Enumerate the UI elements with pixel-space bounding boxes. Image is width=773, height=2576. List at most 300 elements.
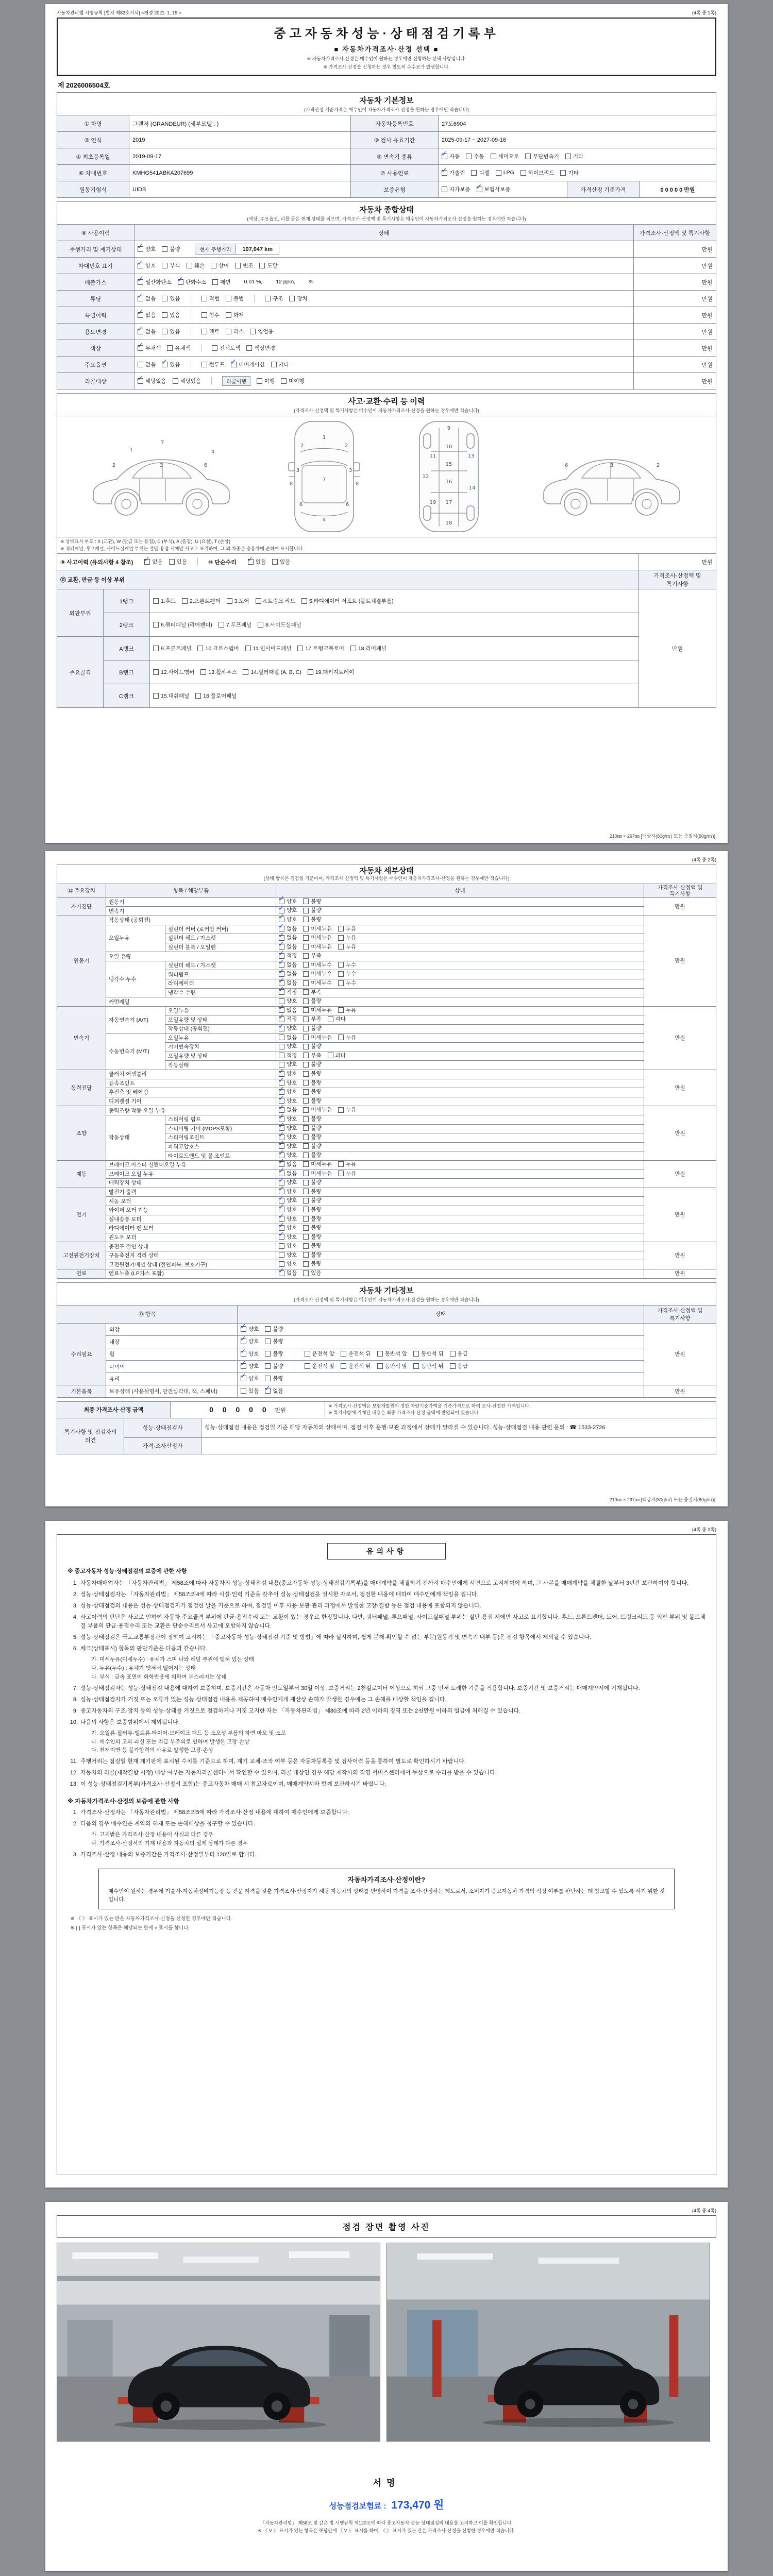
status-cell xyxy=(276,1179,644,1188)
checkbox[interactable] xyxy=(303,1062,309,1067)
checkbox[interactable] xyxy=(297,646,303,651)
checkbox-label: 양호 xyxy=(287,1115,297,1122)
checkbox[interactable] xyxy=(338,944,344,950)
checkbox[interactable] xyxy=(279,1243,284,1249)
status-text: % xyxy=(309,279,314,285)
overall-row xyxy=(57,357,716,373)
checkbox[interactable] xyxy=(241,1388,246,1394)
checkbox-checked[interactable] xyxy=(241,1363,246,1369)
checkbox[interactable] xyxy=(308,669,313,675)
checkbox[interactable] xyxy=(265,1376,271,1381)
checkbox-checked[interactable] xyxy=(279,1270,284,1276)
checkbox[interactable] xyxy=(245,646,251,651)
checkbox[interactable] xyxy=(303,998,309,1004)
checkbox[interactable] xyxy=(303,1171,309,1176)
checkbox-label: 10.크로스멤버 xyxy=(205,645,239,652)
checkbox[interactable] xyxy=(212,279,218,285)
checkbox-label: 동반석 뒤 xyxy=(421,1363,444,1370)
checkbox-option xyxy=(245,645,292,652)
checkbox[interactable] xyxy=(153,693,159,699)
document-title: 중고자동차성능·상태점검기록부 xyxy=(274,27,499,41)
overall-condition-section xyxy=(57,201,716,389)
rank-label: C랭크 xyxy=(104,684,150,708)
checkbox[interactable] xyxy=(279,1044,284,1049)
checkbox-group xyxy=(279,926,356,932)
opinion-row xyxy=(57,1437,716,1454)
misc-row xyxy=(57,1385,716,1397)
checkbox[interactable] xyxy=(187,263,192,268)
checkbox-option xyxy=(303,935,332,941)
checkbox-option xyxy=(201,328,220,335)
field-label: 자동차등록번호 xyxy=(351,115,439,132)
checkbox-group xyxy=(279,1025,322,1031)
checkbox-label: 미세누유 xyxy=(311,935,332,941)
checkbox-option xyxy=(201,295,220,302)
status-cell xyxy=(238,1323,644,1335)
checkbox[interactable] xyxy=(303,1234,309,1240)
checkbox[interactable] xyxy=(201,362,207,367)
checkbox[interactable] xyxy=(303,1252,309,1258)
checkbox[interactable] xyxy=(265,1338,271,1344)
checkbox-label: 기타 xyxy=(568,170,579,176)
checkbox-label: 양호 xyxy=(287,1251,297,1258)
checkbox-checked[interactable] xyxy=(241,1351,246,1357)
insurance-fee-label: 성능점검보험료 : xyxy=(329,2502,386,2511)
checkbox[interactable] xyxy=(305,1351,310,1357)
checkbox[interactable] xyxy=(271,362,277,367)
history-cell xyxy=(57,554,639,570)
checkbox[interactable] xyxy=(471,170,477,176)
item-label: 작동상태 (공회전) xyxy=(106,916,276,925)
checkbox-group xyxy=(279,1053,346,1059)
checkbox[interactable] xyxy=(466,154,472,159)
checkbox[interactable] xyxy=(259,263,265,268)
checkbox-checked[interactable] xyxy=(231,362,237,367)
checkbox[interactable] xyxy=(328,1016,333,1022)
checkbox-checked[interactable] xyxy=(178,279,183,285)
checkbox[interactable] xyxy=(153,669,159,675)
checkbox[interactable] xyxy=(303,1207,309,1212)
checkbox[interactable] xyxy=(303,1180,309,1185)
checkbox[interactable] xyxy=(272,559,278,565)
notice-item-text: 다음의 사항은 보증범위에서 제외됩니다. xyxy=(80,1719,180,1725)
checkbox-label: 과다 xyxy=(335,1052,346,1059)
checkbox-label: 양호 xyxy=(287,1206,297,1213)
checkbox[interactable] xyxy=(303,1189,309,1194)
checkbox-option xyxy=(138,361,156,368)
checkbox-option xyxy=(211,262,229,269)
inspection-photo-right xyxy=(386,2243,710,2442)
checkbox-option xyxy=(256,597,295,605)
checkbox-label: 유채색 xyxy=(175,345,191,351)
field-value: KMHG541ABKA207699 xyxy=(129,165,351,181)
checkbox-checked[interactable] xyxy=(265,1388,271,1394)
rank-label: B랭크 xyxy=(104,660,150,684)
checkbox-label: 불량 xyxy=(311,1134,322,1141)
checkbox-checked[interactable] xyxy=(138,296,143,301)
exchange-row xyxy=(57,613,716,637)
checkbox[interactable] xyxy=(226,312,231,318)
status-cell xyxy=(238,1348,644,1360)
checkbox-checked[interactable] xyxy=(162,362,167,367)
checkbox[interactable] xyxy=(265,1351,271,1357)
status-parts xyxy=(138,311,244,319)
checkbox[interactable] xyxy=(303,1071,309,1077)
checkbox[interactable] xyxy=(212,345,217,351)
checkbox-label: 양호 xyxy=(287,1143,297,1149)
checkbox[interactable] xyxy=(303,899,309,904)
checkbox[interactable] xyxy=(377,1363,383,1369)
checkbox[interactable] xyxy=(341,1363,346,1369)
checkbox[interactable] xyxy=(303,1261,309,1267)
checkbox-label: 불량 xyxy=(311,1071,322,1077)
checkbox-label: 운전석 뒤 xyxy=(348,1363,371,1370)
checkbox[interactable] xyxy=(303,971,309,977)
status-parts xyxy=(241,1337,283,1345)
checkbox-option xyxy=(241,1362,259,1370)
checkbox-label: 기타 xyxy=(573,153,584,160)
car-side-right-view-icon xyxy=(534,433,689,520)
part-number-mark: 8 xyxy=(356,481,359,487)
checkbox[interactable] xyxy=(303,1080,309,1086)
checkbox-label: 없음 xyxy=(255,559,266,565)
checkbox[interactable] xyxy=(162,263,167,268)
checkbox[interactable] xyxy=(450,1363,456,1369)
checkbox-checked[interactable] xyxy=(144,559,150,565)
checkbox[interactable] xyxy=(258,622,263,628)
item-label: 발전기 출력 xyxy=(106,1188,276,1197)
page-header-row xyxy=(57,9,716,16)
checkbox-checked[interactable] xyxy=(248,559,254,565)
checkbox[interactable] xyxy=(350,646,356,651)
field-value: 27도6904 xyxy=(439,115,716,132)
checkbox[interactable] xyxy=(303,1143,309,1149)
checkbox-group xyxy=(265,295,308,302)
status-cell xyxy=(135,340,634,357)
checkbox-option xyxy=(153,668,194,676)
checkbox[interactable] xyxy=(201,329,207,334)
checkbox-group xyxy=(279,989,322,995)
checkbox[interactable] xyxy=(491,154,496,159)
checkbox-checked[interactable] xyxy=(279,989,284,995)
device-label: 제동 xyxy=(57,1160,106,1188)
checkbox[interactable] xyxy=(303,926,309,931)
field-value: 0 0 0 0 0 만원 xyxy=(640,181,716,198)
checkbox[interactable] xyxy=(250,329,256,334)
checkbox-option xyxy=(138,328,156,335)
checkbox-group xyxy=(153,621,301,629)
checkbox[interactable] xyxy=(303,1016,309,1022)
checkbox[interactable] xyxy=(338,1107,344,1113)
checkbox[interactable] xyxy=(377,1351,383,1357)
checkbox[interactable] xyxy=(162,296,167,301)
field-label: ② 연식 xyxy=(57,132,129,148)
checkbox[interactable] xyxy=(338,980,344,986)
checkbox-checked[interactable] xyxy=(138,329,143,334)
checkbox[interactable] xyxy=(173,378,178,384)
checkbox-option xyxy=(169,558,187,566)
checkbox[interactable] xyxy=(338,962,344,968)
checkbox-label: 불량 xyxy=(311,1251,322,1258)
checkbox[interactable] xyxy=(338,1007,344,1013)
detail-section-title xyxy=(57,865,716,884)
checkbox-option xyxy=(471,169,489,177)
checkbox[interactable] xyxy=(303,908,309,913)
item-label: 고전원전기배선 상태 (절연피복, 보호기구) xyxy=(106,1260,276,1269)
checkbox-option xyxy=(413,1362,444,1370)
checkbox-checked[interactable] xyxy=(279,1026,284,1031)
price-survey-info-box xyxy=(98,1869,675,1910)
misc-info-section xyxy=(57,1282,716,1398)
price-cell: 만원 xyxy=(639,554,716,570)
checkbox[interactable] xyxy=(257,378,262,384)
checkbox-label: 없음 xyxy=(287,1170,297,1177)
checkbox[interactable] xyxy=(281,378,287,384)
subitem-label: 실린더 헤드 / 가스켓 xyxy=(165,934,276,943)
checkbox-checked[interactable] xyxy=(442,154,447,159)
checkbox[interactable] xyxy=(153,622,159,628)
checkbox[interactable] xyxy=(303,1125,309,1131)
checkbox-checked[interactable] xyxy=(442,170,447,176)
checkbox-option xyxy=(303,998,321,1004)
checkbox-checked[interactable] xyxy=(138,279,143,285)
checkbox[interactable] xyxy=(201,296,207,301)
checkbox[interactable] xyxy=(169,559,175,565)
checkbox[interactable] xyxy=(265,1326,271,1332)
checkbox[interactable] xyxy=(243,669,248,675)
checkbox[interactable] xyxy=(235,263,241,268)
checkbox-option xyxy=(265,295,283,302)
checkbox[interactable] xyxy=(162,246,167,252)
checkbox[interactable] xyxy=(450,1351,456,1357)
checkbox-group xyxy=(279,971,356,977)
checkbox[interactable] xyxy=(138,362,143,367)
checkbox[interactable] xyxy=(219,622,224,628)
checkbox[interactable] xyxy=(153,598,159,604)
checkbox-label: 없음 xyxy=(145,295,156,302)
checkbox[interactable] xyxy=(442,187,447,192)
checkbox[interactable] xyxy=(338,971,344,977)
checkbox[interactable] xyxy=(200,669,206,675)
status-cell xyxy=(276,1160,644,1170)
checkbox[interactable] xyxy=(303,1225,309,1231)
group-label: 기본품목 xyxy=(57,1385,106,1397)
checkbox[interactable] xyxy=(162,312,167,318)
notices-intro: ※ 중고자동차 성능·상태점검의 보증에 관한 사항 xyxy=(68,1568,187,1574)
checkbox[interactable] xyxy=(338,1035,344,1040)
checkbox-checked[interactable] xyxy=(477,187,482,192)
checkbox[interactable] xyxy=(303,1098,309,1104)
checkbox-checked[interactable] xyxy=(138,378,143,384)
notice-item-text: 체크(상태표시) 항목의 판단기준은 다음과 같습니다. xyxy=(80,1646,207,1652)
checkbox-option xyxy=(259,262,277,269)
checkbox[interactable] xyxy=(211,263,216,268)
part-number-mark: 16 xyxy=(445,479,452,485)
part-number-mark: 2 xyxy=(345,443,348,449)
item-label: 원동기 xyxy=(106,897,276,907)
checkbox[interactable] xyxy=(303,1007,309,1013)
checkbox-checked[interactable] xyxy=(138,246,143,252)
checkbox[interactable] xyxy=(341,1351,346,1357)
part-number-mark: 2 xyxy=(112,463,115,468)
checkbox[interactable] xyxy=(303,1116,309,1122)
checkbox-group xyxy=(279,1035,356,1041)
checkbox[interactable] xyxy=(303,962,309,968)
part-number-mark: 8 xyxy=(290,481,293,487)
checkbox[interactable] xyxy=(162,329,167,334)
checkbox[interactable] xyxy=(303,935,309,941)
item-label: 디퍼렌셜 기어 xyxy=(106,1097,276,1106)
column-header: 가격조사·산정액 및 특기사항 xyxy=(644,884,716,897)
inspector-opinion-section xyxy=(57,1418,716,1454)
page-marker: (4쪽 중 4쪽) xyxy=(692,2208,716,2213)
checkbox-group xyxy=(279,1179,322,1185)
status-cell xyxy=(276,1233,644,1242)
checkbox-checked[interactable] xyxy=(241,1326,246,1332)
checkbox[interactable] xyxy=(303,1026,309,1031)
detail-row xyxy=(57,1115,716,1124)
checkbox[interactable] xyxy=(305,1363,310,1369)
checkbox[interactable] xyxy=(201,312,207,318)
notice-item-text: 중고자동차의 구조·장치 등의 성능·상태를 거짓으로 점검하거나 거짓 고지한 자는 「자동차관리법」 제80조에 따라 2년 이하의 징역 또는 2천만원 이하의 벌금에 처해질 수 있습니다. xyxy=(80,1707,521,1714)
checkbox[interactable] xyxy=(303,989,309,995)
checkbox-group xyxy=(279,1089,322,1095)
checkbox-option xyxy=(303,1179,321,1185)
checkbox[interactable] xyxy=(303,1161,309,1167)
checkbox[interactable] xyxy=(303,1053,309,1058)
checkbox-option xyxy=(279,989,297,995)
part-number-mark: 3 xyxy=(349,468,352,473)
diagram-row xyxy=(57,416,716,537)
checkbox-label: 없음 xyxy=(287,943,297,950)
checkbox[interactable] xyxy=(226,329,231,334)
checkbox[interactable] xyxy=(256,598,261,604)
signature-label: 서명 xyxy=(373,2478,400,2488)
checkbox[interactable] xyxy=(265,1363,271,1369)
checkbox[interactable] xyxy=(338,1161,344,1167)
checkbox-checked[interactable] xyxy=(279,1234,284,1240)
notice-item xyxy=(68,1579,705,1588)
rank-label: 2랭크 xyxy=(104,613,150,637)
checkbox[interactable] xyxy=(520,170,526,176)
checkbox[interactable] xyxy=(303,980,309,986)
checkbox-checked[interactable] xyxy=(138,263,143,268)
part-number-mark: 2 xyxy=(300,443,304,449)
checkbox[interactable] xyxy=(197,646,203,651)
status-cell xyxy=(276,979,644,989)
status-cell xyxy=(276,1242,644,1251)
checkbox-label: 불량 xyxy=(311,1188,322,1195)
checkbox[interactable] xyxy=(279,1035,284,1040)
checkbox-label: 운전석 앞 xyxy=(312,1363,335,1370)
checkbox-option xyxy=(466,152,484,160)
checkbox-option xyxy=(377,1362,408,1370)
checkbox[interactable] xyxy=(279,1252,284,1258)
checkbox-label: 상이 xyxy=(218,262,229,269)
checkbox[interactable] xyxy=(303,944,309,950)
checkbox[interactable] xyxy=(265,296,271,301)
checkbox[interactable] xyxy=(301,598,307,604)
checkbox[interactable] xyxy=(303,953,309,959)
checkbox[interactable] xyxy=(279,1053,284,1058)
checkbox[interactable] xyxy=(303,1198,309,1204)
notice-item-number: 8. xyxy=(73,1696,78,1703)
checkbox[interactable] xyxy=(195,693,201,699)
checkbox[interactable] xyxy=(246,345,252,351)
checkbox-option xyxy=(162,262,180,269)
checkbox-label: 누유 xyxy=(345,1161,357,1167)
checkbox-checked[interactable] xyxy=(138,312,143,318)
checkbox[interactable] xyxy=(289,296,295,301)
checkbox-label: 리스 xyxy=(233,328,244,335)
part-number-mark: 18 xyxy=(445,520,452,526)
status-cell xyxy=(276,907,644,916)
final-price-table xyxy=(57,1401,716,1418)
checkbox-label: 불량 xyxy=(311,1079,322,1086)
checkbox[interactable] xyxy=(328,1053,333,1058)
checkbox[interactable] xyxy=(303,1044,309,1049)
checkbox[interactable] xyxy=(525,154,531,159)
checkbox-checked[interactable] xyxy=(241,1338,246,1344)
checkbox-option xyxy=(303,1207,321,1213)
checkbox-checked[interactable] xyxy=(241,1376,246,1381)
checkbox-option xyxy=(303,1061,321,1067)
checkbox-label: 미세누유 xyxy=(311,1170,332,1177)
price-cell: 만원 xyxy=(639,589,716,708)
checkbox-option xyxy=(305,1350,335,1358)
checkbox[interactable] xyxy=(303,1153,309,1158)
checkbox-option xyxy=(138,311,156,319)
checkbox-label: 미세누수 xyxy=(311,971,332,977)
checkbox[interactable] xyxy=(413,1363,419,1369)
checkbox[interactable] xyxy=(303,1243,309,1249)
checkbox[interactable] xyxy=(167,345,173,351)
checkbox[interactable] xyxy=(303,1216,309,1222)
checkbox[interactable] xyxy=(153,646,159,651)
price-cell: 만원 xyxy=(644,1323,716,1385)
checkbox[interactable] xyxy=(226,296,231,301)
checkbox[interactable] xyxy=(338,926,344,931)
row-label: 용도변경 xyxy=(57,324,135,340)
checkbox[interactable] xyxy=(303,1035,309,1040)
checkbox[interactable] xyxy=(182,598,188,604)
checkbox-option xyxy=(250,328,273,335)
checkbox[interactable] xyxy=(303,1134,309,1140)
checkbox[interactable] xyxy=(338,1171,344,1176)
checkbox[interactable] xyxy=(227,598,232,604)
checkbox-group xyxy=(241,1375,283,1382)
checkbox[interactable] xyxy=(413,1351,419,1357)
car-diagram-cell xyxy=(57,416,716,537)
checkbox[interactable] xyxy=(338,935,344,941)
checkbox-option xyxy=(297,645,344,652)
checkbox-checked[interactable] xyxy=(138,345,143,351)
checkbox-label: 적정 xyxy=(287,953,297,959)
checkbox-label: 불량 xyxy=(311,1061,322,1068)
checkbox[interactable] xyxy=(303,1107,309,1113)
checkbox[interactable] xyxy=(496,170,501,176)
checkbox[interactable] xyxy=(560,170,566,176)
checkbox[interactable] xyxy=(303,917,309,922)
part-number-mark: 4 xyxy=(323,517,326,523)
checkbox[interactable] xyxy=(303,1089,309,1095)
item-label: 오일 유량 xyxy=(106,952,276,961)
overall-row xyxy=(57,291,716,307)
checkbox[interactable] xyxy=(565,154,571,159)
detail-row xyxy=(57,1179,716,1188)
checkbox-label: 훼손 xyxy=(194,262,205,269)
checkbox[interactable] xyxy=(303,1270,309,1276)
